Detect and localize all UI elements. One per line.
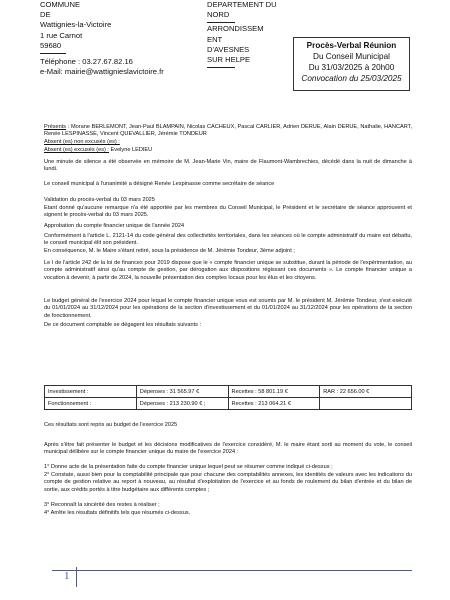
cfu-paragraph-1b-text: En conséquence, M. le Maire s'étant retiré, sous la présidence de M. Jérémie Tondeur, 3ème adjoint ;	[44, 247, 295, 254]
phone-number: Téléphone : 03.27.67.82.16	[40, 57, 133, 67]
attendance-absent	[44, 139, 412, 146]
attendance-absent-excused	[44, 147, 412, 154]
results-heading: Ces résultats sont repris au budget de l'exercice 2025	[44, 422, 178, 428]
commune-name: Wattignies-la-Victoire	[40, 20, 112, 30]
commune-de-line: DE	[40, 10, 51, 20]
row-label: Fonctionnement :	[45, 398, 137, 410]
results-paragraph: Après s'être fait présenter le budget et les décisions modificatives de l'exercice considéré, M. le maire étant sorti au moment du vote, le conseil municipal délibère sur le compte financier unique du maire de l'exercice 2024 :	[44, 442, 412, 456]
absent-unexcused-label: Absent (es) non excusés (es) :	[44, 139, 120, 145]
cfu-paragraph-2: Le I de l'article 242 de la loi de finances pour 2019 dispose que le « compte financier unique se substitue, durant la période de l'expérimentation, au compte administratif ainsi qu'au compte de gestion, par dérogation aux dispositions régissant ces documents ». Le compte financier unique a vocation à devenir, à partir de 2024, la nouvelle présentation des comptes locaux pour les élus et les citoyens.	[44, 260, 412, 281]
commune-address-block	[40, 0, 200, 77]
minute-silence-paragraph: Une minute de silence a été observée en mémoire de M. Jean-Marie Vin, maire de Flaumont-Wambrechies, décédé dans la nuit de dimanche à lundi.	[44, 159, 412, 173]
rar-cell: RAR : 22 656.00 €	[320, 386, 412, 398]
arrondissement-line4: SUR HELPE	[207, 55, 251, 65]
cfu-paragraph-3: Le budget général de l'exercice 2024 pour lequel le compte financier unique vous est soumis par M. le président M. Jérémie Tondeur, s'est exécuté du 01/01/2024 au 31/12/2024 pour les opérations de la section d'investissement et du 01/01/2024 au 31/12/2024 pour les opérations de la section de fonctionnement.	[44, 298, 412, 319]
street-address: 1 rue Carnot	[40, 30, 83, 40]
department-block	[207, 0, 287, 68]
cfu-paragraph-1-text: Conformément à l'article L. 2121-14 du code général des collectivités territoriales, dans les séances où le compte administratif du maire est débattu, le conseil municipal élit son président.	[44, 233, 412, 247]
arrondissement-line2: ENT	[207, 34, 223, 44]
postal-code: 59680	[40, 40, 62, 50]
result-item-4: 4° Arrête les résultats définitifs tels que résumés ci-dessus.	[44, 510, 191, 516]
absent-excused-names: Evelyne LEDIEU	[108, 147, 153, 153]
depenses-cell: Dépenses : 31 565.97 €	[136, 386, 228, 398]
rar-cell	[320, 398, 412, 410]
arrondissement-line1: ARRONDISSEM	[207, 24, 264, 34]
secretary-paragraph: Le conseil municipal à l'unanimité a désigné Renée Lespinasse comme secrétaire de séance	[44, 181, 275, 187]
finance-results-table	[44, 385, 412, 410]
meeting-title: Procès-Verbal Réunion	[306, 41, 397, 50]
result-item-2: 2° Constate, aussi bien pour la comptabilité principale que pour chacune des comptabilités annexes, les identités de valeurs avec les indications du compte de gestion relative au report à nouveau, au résultat d'exploitation de l'exercice et au fonds de roulement du bilan d'entrée et du bilan de sortie, aux crédits portés à titre budgétaire aux différents comptes ;	[44, 472, 412, 493]
meeting-title-box	[293, 37, 410, 91]
pv-validation-heading: Validation du procès-verbal du 03 mars 2025	[44, 197, 155, 203]
divider	[40, 53, 66, 54]
present-label: Présents	[44, 124, 67, 130]
commune-line: COMMUNE	[40, 0, 81, 9]
page-number: 1	[64, 570, 70, 582]
divider	[207, 67, 235, 68]
recettes-cell: Recettes : 213 064.21 €	[228, 398, 320, 410]
cfu-paragraph-1	[44, 233, 412, 255]
department-name: DEPARTEMENT DU NORD	[207, 0, 277, 20]
attendance-present	[44, 124, 412, 139]
cfu-paragraph-4: De ce document comptable se dégagent les résultats suivants :	[44, 322, 202, 328]
row-label: Investissement :	[45, 386, 137, 398]
arrondissement-line3: D'AVESNES	[207, 44, 250, 54]
email-address: e-Mail: mairie@wattignieslavictoire.fr	[40, 67, 164, 77]
footer-vertical-divider	[76, 567, 77, 587]
recettes-cell: Recettes : 58 801.19 €	[228, 386, 320, 398]
absent-excused-label: Absent (es) excusés (es) :	[44, 147, 109, 153]
table-row	[45, 386, 412, 398]
depenses-cell: Dépenses : 213 230.90 € ;	[136, 398, 228, 410]
cfu-heading: Approbation du compte financier unique de l'année 2024	[44, 223, 185, 229]
convocation-date: Convocation du 25/03/2025	[301, 74, 402, 83]
result-item-1: 1° Donne acte de la présentation faite du compte financier unique lequel peut se résumer comme indiqué ci-dessus ;	[44, 464, 333, 470]
pv-validation-paragraph: Etant donné qu'aucune remarque n'a été apportée par les membres du Conseil Municipal, le Président et le secrétaire de séance approuvent et signent le procès-verbal du 03 mars 2025.	[44, 205, 412, 219]
footer-divider	[52, 570, 412, 571]
present-names: : Morane BERLEMONT, Jean-Paul BLAMPAIN, Nicolas CACHEUX, Pascal CARLIER, Adrien DERUE, Alain DERUE, Nathalie, HANCART, Renée LESPINASSE, Vincent QUEVALLIER, Jérémie TONDEUR	[44, 124, 412, 138]
result-item-3: 3° Reconnaît la sincérité des restes à réaliser ;	[44, 502, 160, 508]
table-row	[45, 398, 412, 410]
divider	[207, 22, 235, 23]
meeting-date: Du 31/03/2025 à 20h00	[308, 63, 395, 72]
meeting-body: Du Conseil Municipal	[313, 52, 390, 61]
